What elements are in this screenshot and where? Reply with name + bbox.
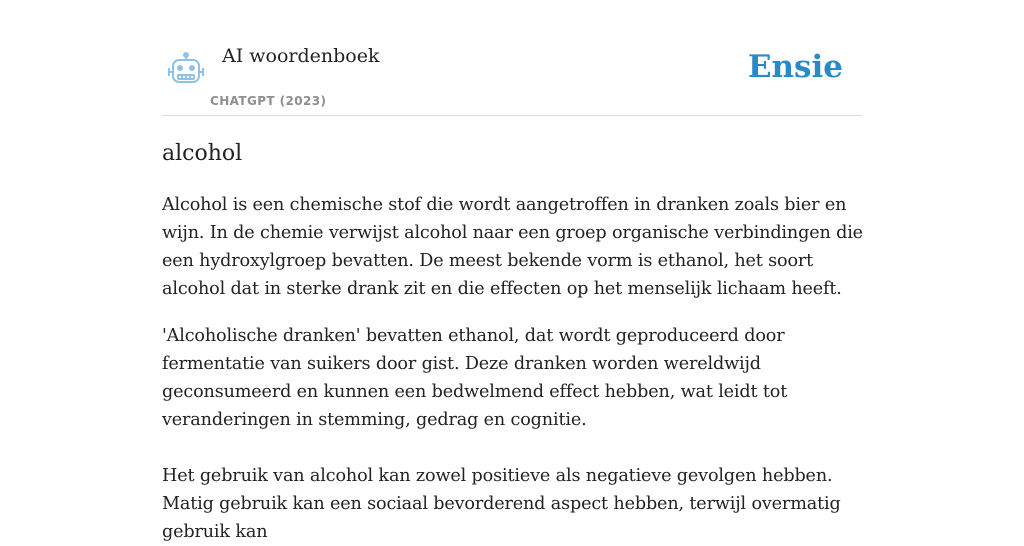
entry-content bbox=[162, 138, 872, 546]
entry-paragraph: 'Alcoholische dranken' bevatten ethanol, dat wordt geproduceerd door fermentatie van suikers door gist. Deze dranken worden wereldwijd geconsumeerd en kunnen een bedwelmend effect hebben, wat leidt tot veranderingen in stemming, gedrag en cognitie. bbox=[162, 326, 788, 430]
entry-term: alcohol bbox=[162, 141, 243, 166]
dictionary-source: CHATGPT (2023) bbox=[210, 94, 327, 108]
robot-icon bbox=[166, 52, 206, 90]
ensie-logo[interactable]: Ensie bbox=[747, 49, 843, 85]
entry-paragraph: Het gebruik van alcohol kan zowel positieve als negatieve gevolgen hebben. Matig gebruik kan een sociaal bevorderend aspect hebben, terwijl overmatig gebruik kan bbox=[162, 466, 841, 542]
dictionary-header bbox=[162, 40, 862, 116]
entry-paragraph: Alcohol is een chemische stof die wordt aangetroffen in dranken zoals bier en wijn. In de chemie verwijst alcohol naar een groep organische verbindingen die een hydroxylgroep bevatten. De meest bekende vorm is ethanol, het soort alcohol dat in sterke drank zit en die effecten op het menselijk lichaam heeft. bbox=[162, 195, 863, 299]
dictionary-title[interactable]: AI woordenboek bbox=[222, 45, 380, 67]
